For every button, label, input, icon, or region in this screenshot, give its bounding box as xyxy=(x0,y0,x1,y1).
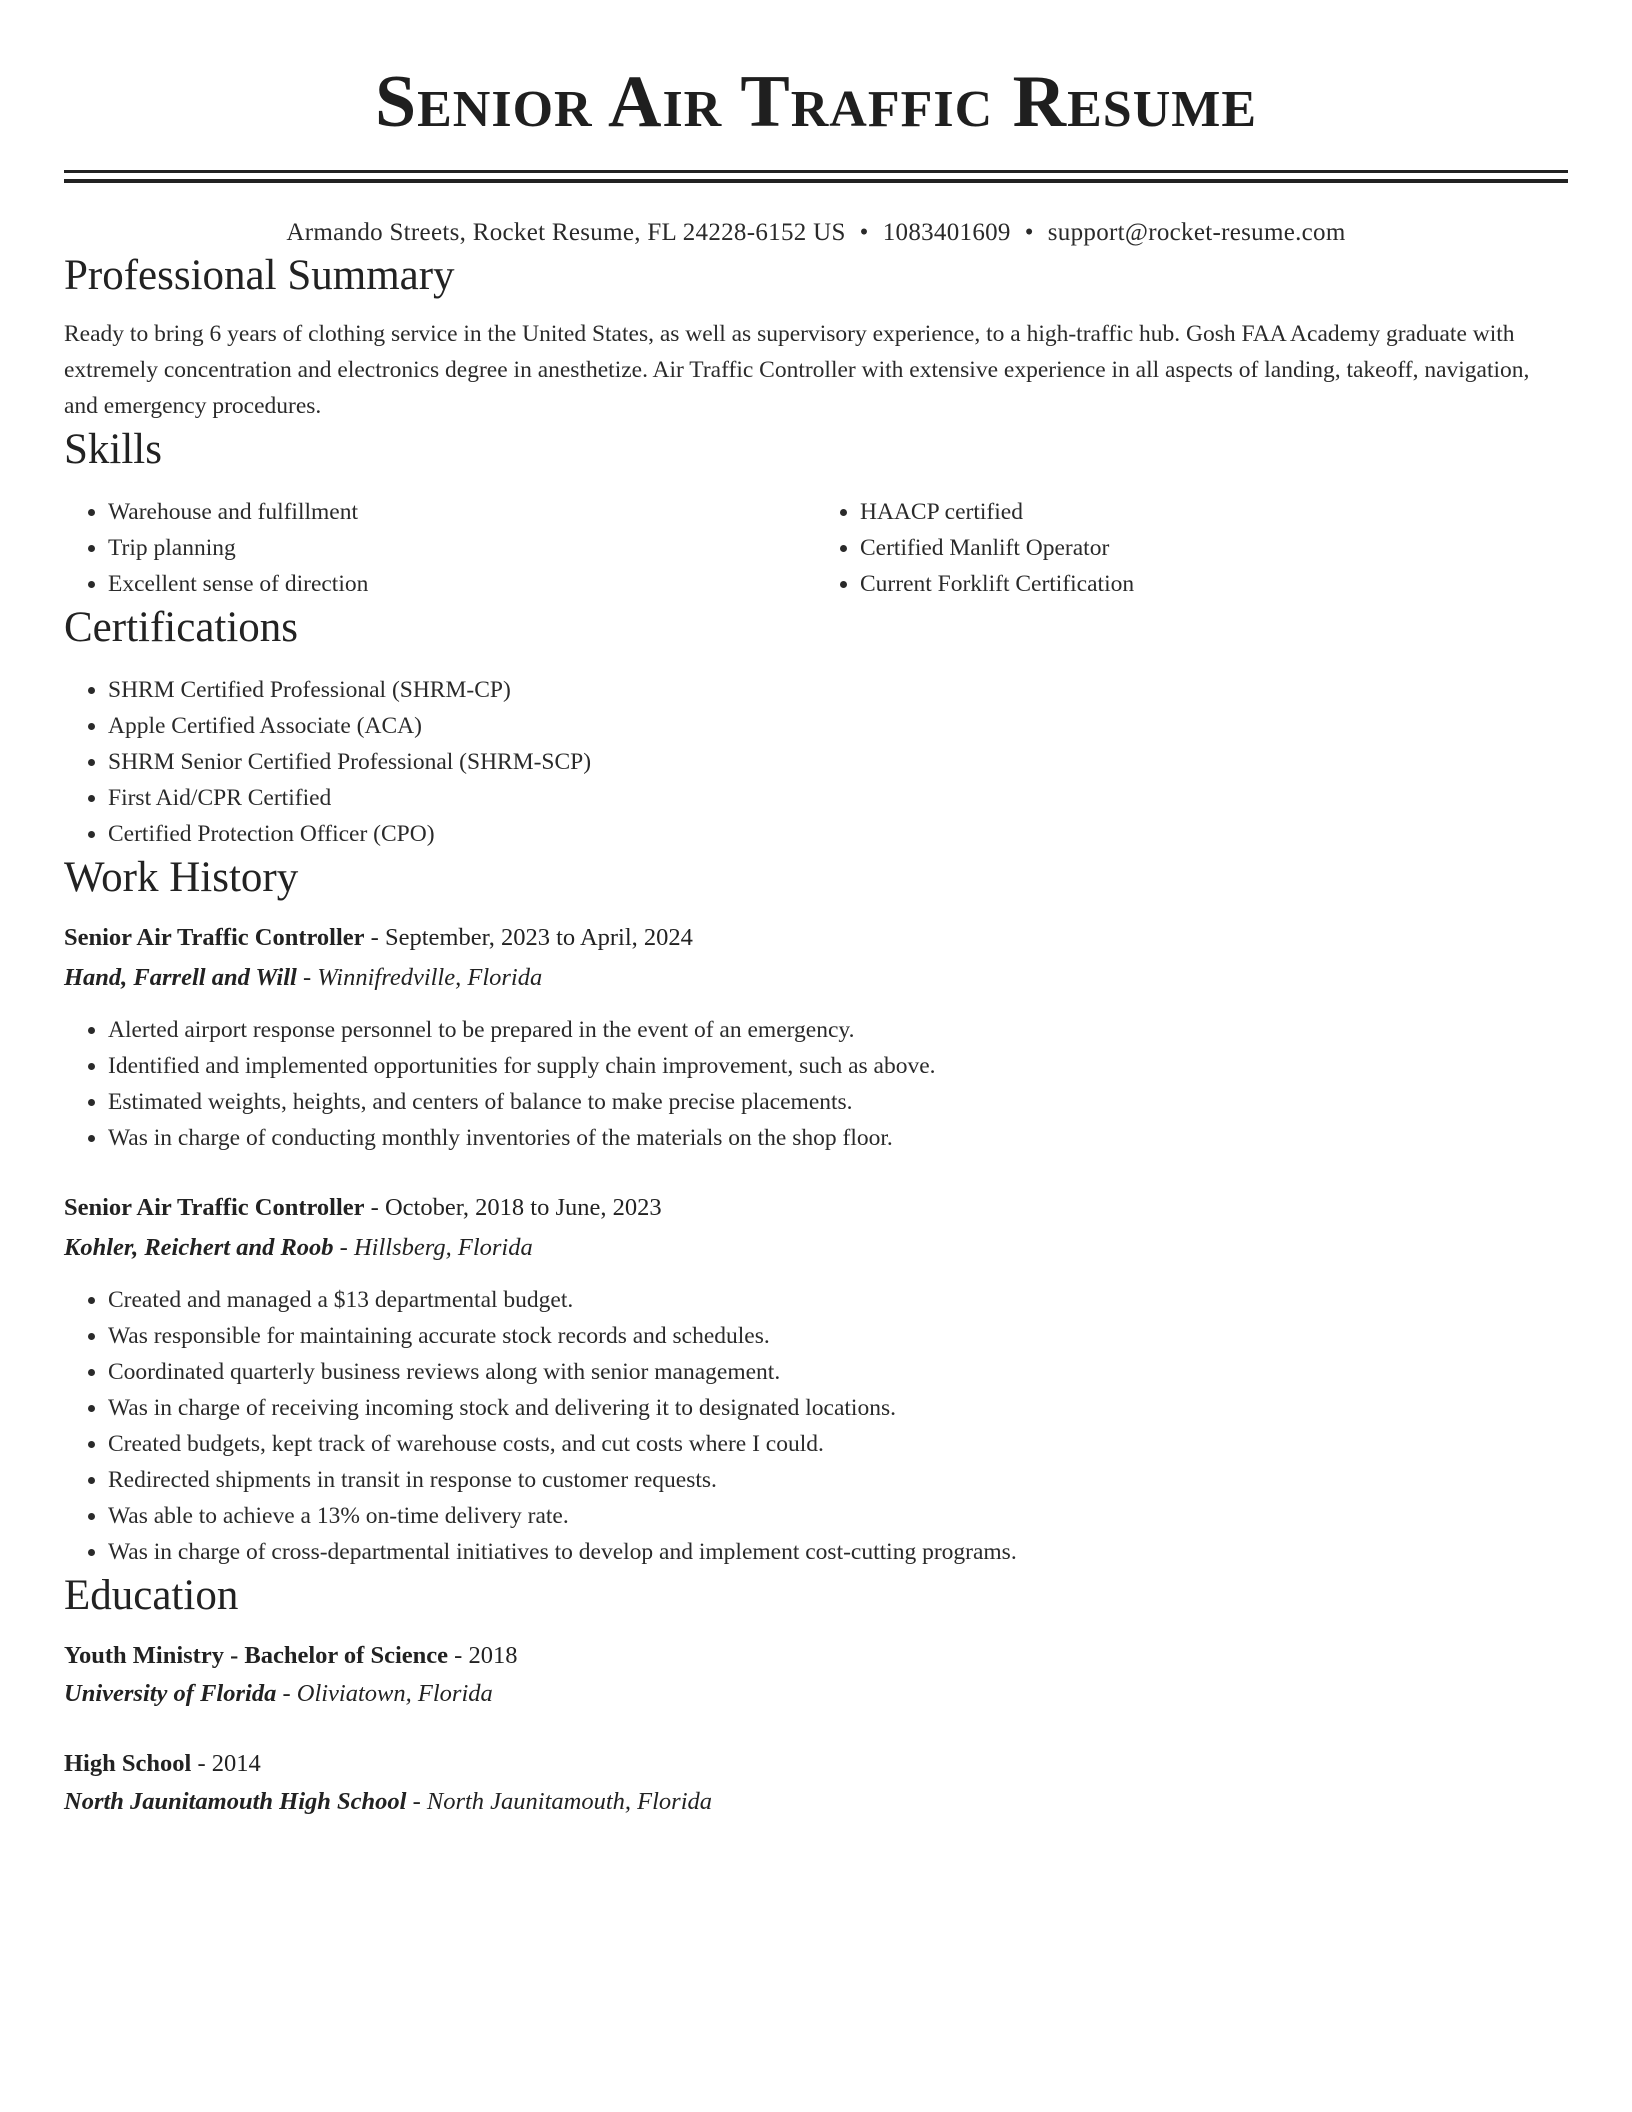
education-school-line xyxy=(64,1676,1568,1712)
job-duty-item: • Coordinated quarterly business reviews along with senior management. xyxy=(108,1354,1568,1390)
job-entry xyxy=(64,920,1568,1156)
education-entry xyxy=(64,1638,1568,1712)
education-heading: Education xyxy=(64,1572,239,1619)
skill-item: • Excellent sense of direction xyxy=(108,566,816,602)
skill-item: • Current Forklift Certification xyxy=(860,566,1568,602)
job-duty-item: • Identified and implemented opportunities for supply chain improvement, such as above. xyxy=(108,1048,1568,1084)
job-duty-item: • Created and managed a $13 departmental budget. xyxy=(108,1282,1568,1318)
title-rule-top xyxy=(64,170,1568,173)
job-dates: - September, 2023 to April, 2024 xyxy=(364,924,693,951)
job-duties-list xyxy=(64,1282,1568,1570)
education-degree: Youth Ministry - Bachelor of Science xyxy=(64,1642,449,1669)
resume-title: Senior Air Traffic Resume xyxy=(374,61,1258,143)
skills-list xyxy=(64,494,1568,602)
education-degree-line xyxy=(64,1746,1568,1782)
job-duties-list xyxy=(64,1012,1568,1156)
education-school: University of Florida xyxy=(64,1680,277,1707)
certification-item: • SHRM Certified Professional (SHRM-CP) xyxy=(108,672,1568,708)
education-year: - 2014 xyxy=(191,1750,261,1777)
work-history-heading: Work History xyxy=(64,854,299,901)
certification-item: • Apple Certified Associate (ACA) xyxy=(108,708,1568,744)
certification-item: • Certified Protection Officer (CPO) xyxy=(108,816,1568,852)
education-degree: High School xyxy=(64,1750,192,1777)
job-duty-item: • Was in charge of cross-departmental initiatives to develop and implement cost-cutting programs. xyxy=(108,1534,1568,1570)
certifications-list xyxy=(64,672,1568,852)
job-duty-item: • Was responsible for maintaining accurate stock records and schedules. xyxy=(108,1318,1568,1354)
job-dates: - October, 2018 to June, 2023 xyxy=(364,1194,662,1221)
job-title: Senior Air Traffic Controller xyxy=(64,924,365,951)
summary-text: Ready to bring 6 years of clothing service in the United States, as well as supervisory experience, to a high-traffic hub. Gosh FAA Academy graduate with extremely concentration and electronics degree in anesthetize. Air Traffic Controller with extensive experience in all aspects of landing, takeoff, navigation, and emergency procedures. xyxy=(64,321,1530,419)
contact-address: Armando Streets, Rocket Resume, FL 24228-6152 US xyxy=(286,219,846,246)
education-degree-line xyxy=(64,1638,1568,1674)
job-company-line xyxy=(64,1230,1568,1266)
job-location: - Hillsberg, Florida xyxy=(333,1234,533,1261)
skill-item: • HAACP certified xyxy=(860,494,1568,530)
job-company: Kohler, Reichert and Roob xyxy=(64,1234,334,1261)
job-duty-item: • Estimated weights, heights, and centers of balance to make precise placements. xyxy=(108,1084,1568,1120)
job-title-line xyxy=(64,920,1568,956)
certifications-heading: Certifications xyxy=(64,604,299,651)
skill-item: • Trip planning xyxy=(108,530,816,566)
skill-item: • Certified Manlift Operator xyxy=(860,530,1568,566)
skills-column-right xyxy=(816,494,1568,602)
education-school: North Jaunitamouth High School xyxy=(64,1788,407,1815)
skill-item: • Warehouse and fulfillment xyxy=(108,494,816,530)
contact-email[interactable]: support@rocket-resume.com xyxy=(1047,219,1346,246)
education-year: - 2018 xyxy=(448,1642,518,1669)
contact-separator: • xyxy=(859,219,869,246)
summary-heading: Professional Summary xyxy=(64,252,455,299)
job-title: Senior Air Traffic Controller xyxy=(64,1194,365,1221)
job-title-line xyxy=(64,1190,1568,1226)
job-duty-item: • Alerted airport response personnel to be prepared in the event of an emergency. xyxy=(108,1012,1568,1048)
title-rule-bottom xyxy=(64,179,1568,183)
education-location: - North Jaunitamouth, Florida xyxy=(406,1788,713,1815)
certification-item: • SHRM Senior Certified Professional (SHRM-SCP) xyxy=(108,744,1568,780)
job-duty-item: • Was in charge of receiving incoming stock and delivering it to designated locations. xyxy=(108,1390,1568,1426)
education-location: - Oliviatown, Florida xyxy=(276,1680,493,1707)
job-company-line xyxy=(64,960,1568,996)
job-duty-item: • Created budgets, kept track of warehouse costs, and cut costs where I could. xyxy=(108,1426,1568,1462)
certification-item: • First Aid/CPR Certified xyxy=(108,780,1568,816)
job-company: Hand, Farrell and Will xyxy=(64,964,297,991)
job-duty-item: • Redirected shipments in transit in response to customer requests. xyxy=(108,1462,1568,1498)
skills-column-left xyxy=(64,494,816,602)
contact-line xyxy=(64,216,1568,250)
skills-heading: Skills xyxy=(64,426,162,473)
job-entry xyxy=(64,1190,1568,1570)
job-duty-item: • Was in charge of conducting monthly inventories of the materials on the shop floor. xyxy=(108,1120,1568,1156)
contact-separator: • xyxy=(1024,219,1034,246)
education-entry xyxy=(64,1746,1568,1820)
job-duty-item: • Was able to achieve a 13% on-time delivery rate. xyxy=(108,1498,1568,1534)
job-location: - Winnifredville, Florida xyxy=(296,964,543,991)
education-school-line xyxy=(64,1784,1568,1820)
contact-phone: 1083401609 xyxy=(882,219,1011,246)
